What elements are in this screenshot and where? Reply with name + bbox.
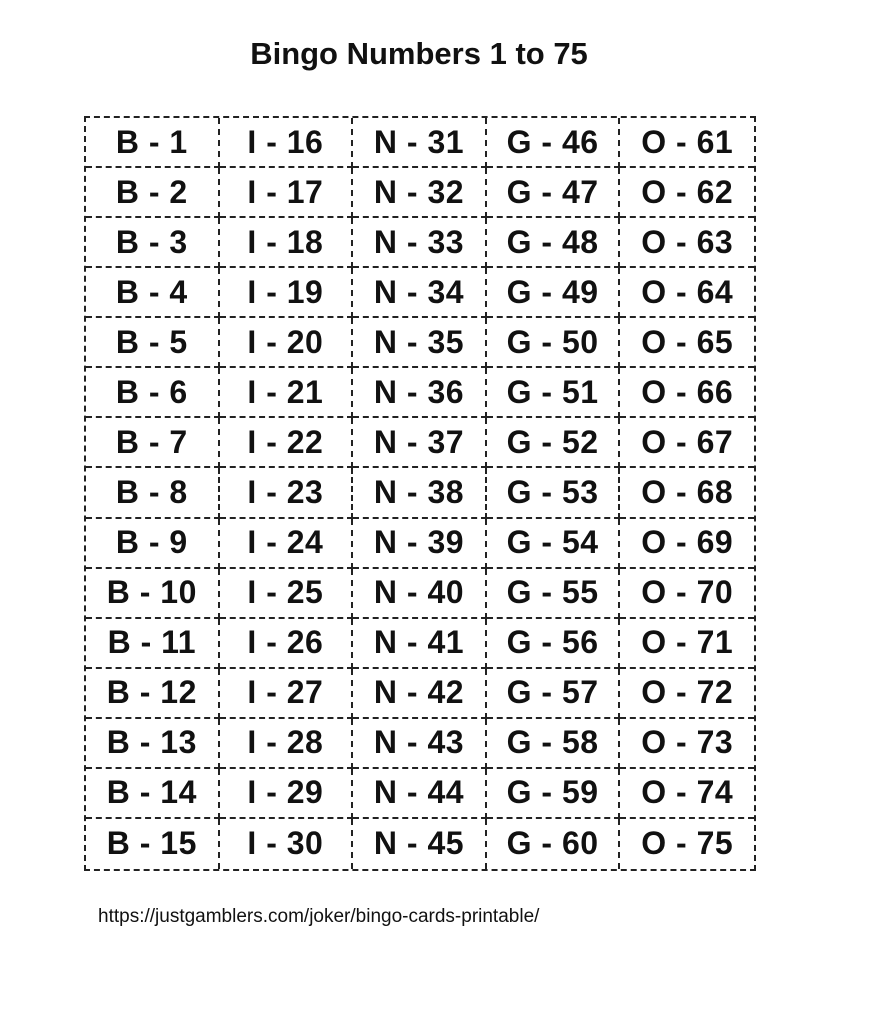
- bingo-cell: O - 72: [620, 669, 754, 719]
- bingo-cell: O - 67: [620, 418, 754, 468]
- bingo-cell: I - 30: [220, 819, 354, 869]
- bingo-cell: G - 52: [487, 418, 621, 468]
- bingo-cell: I - 26: [220, 619, 354, 669]
- bingo-cell: B - 9: [86, 519, 220, 569]
- bingo-cell: N - 38: [353, 468, 487, 518]
- bingo-cell: I - 20: [220, 318, 354, 368]
- bingo-cell: B - 3: [86, 218, 220, 268]
- bingo-cell: O - 63: [620, 218, 754, 268]
- bingo-cell: N - 39: [353, 519, 487, 569]
- bingo-cell: B - 1: [86, 118, 220, 168]
- bingo-cell: I - 18: [220, 218, 354, 268]
- bingo-cell: I - 27: [220, 669, 354, 719]
- bingo-cell: B - 14: [86, 769, 220, 819]
- bingo-cell: G - 58: [487, 719, 621, 769]
- bingo-cell: N - 36: [353, 368, 487, 418]
- bingo-cell: B - 4: [86, 268, 220, 318]
- source-url: https://justgamblers.com/joker/bingo-cards-printable/: [98, 906, 540, 927]
- bingo-cell: N - 33: [353, 218, 487, 268]
- bingo-cell: I - 17: [220, 168, 354, 218]
- bingo-cell: G - 60: [487, 819, 621, 869]
- bingo-cell: G - 54: [487, 519, 621, 569]
- bingo-cell: I - 25: [220, 569, 354, 619]
- bingo-cell: B - 2: [86, 168, 220, 218]
- bingo-cell: N - 37: [353, 418, 487, 468]
- bingo-cell: G - 53: [487, 468, 621, 518]
- bingo-cell: O - 62: [620, 168, 754, 218]
- bingo-cell: N - 42: [353, 669, 487, 719]
- bingo-cell: G - 55: [487, 569, 621, 619]
- bingo-cell: N - 41: [353, 619, 487, 669]
- bingo-cell: I - 24: [220, 519, 354, 569]
- bingo-cell: I - 21: [220, 368, 354, 418]
- bingo-cell: N - 44: [353, 769, 487, 819]
- bingo-cell: O - 64: [620, 268, 754, 318]
- bingo-cell: G - 56: [487, 619, 621, 669]
- bingo-cell: G - 59: [487, 769, 621, 819]
- bingo-number-grid: [84, 116, 756, 871]
- bingo-cell: I - 28: [220, 719, 354, 769]
- bingo-cell: B - 11: [86, 619, 220, 669]
- bingo-cell: O - 71: [620, 619, 754, 669]
- bingo-cell: I - 19: [220, 268, 354, 318]
- bingo-cell: O - 66: [620, 368, 754, 418]
- bingo-cell: I - 23: [220, 468, 354, 518]
- bingo-cell: B - 12: [86, 669, 220, 719]
- bingo-cell: B - 7: [86, 418, 220, 468]
- bingo-cell: B - 8: [86, 468, 220, 518]
- bingo-cell: G - 47: [487, 168, 621, 218]
- bingo-cell: G - 49: [487, 268, 621, 318]
- bingo-cell: I - 29: [220, 769, 354, 819]
- bingo-cell: O - 70: [620, 569, 754, 619]
- bingo-cell: N - 34: [353, 268, 487, 318]
- bingo-cell: G - 50: [487, 318, 621, 368]
- bingo-cell: O - 68: [620, 468, 754, 518]
- bingo-cell: N - 43: [353, 719, 487, 769]
- bingo-cell: B - 13: [86, 719, 220, 769]
- bingo-cell: G - 48: [487, 218, 621, 268]
- bingo-cell: O - 65: [620, 318, 754, 368]
- bingo-cell: N - 35: [353, 318, 487, 368]
- bingo-cell: G - 51: [487, 368, 621, 418]
- bingo-cell: N - 32: [353, 168, 487, 218]
- bingo-cell: N - 40: [353, 569, 487, 619]
- page-title: Bingo Numbers 1 to 75: [250, 36, 588, 71]
- bingo-cell: B - 15: [86, 819, 220, 869]
- bingo-cell: O - 74: [620, 769, 754, 819]
- bingo-cell: O - 75: [641, 825, 734, 862]
- bingo-cell: O - 73: [620, 719, 754, 769]
- bingo-cell: N - 45: [353, 819, 487, 869]
- bingo-cell: B - 10: [86, 569, 220, 619]
- bingo-cell: G - 46: [487, 118, 621, 168]
- bingo-cell: I - 16: [220, 118, 354, 168]
- bingo-cell: B - 6: [86, 368, 220, 418]
- bingo-cell: I - 22: [220, 418, 354, 468]
- bingo-cell: O - 69: [620, 519, 754, 569]
- bingo-cell: G - 57: [487, 669, 621, 719]
- bingo-cell: N - 31: [353, 118, 487, 168]
- bingo-cell: B - 5: [86, 318, 220, 368]
- bingo-cell: O - 61: [620, 118, 754, 168]
